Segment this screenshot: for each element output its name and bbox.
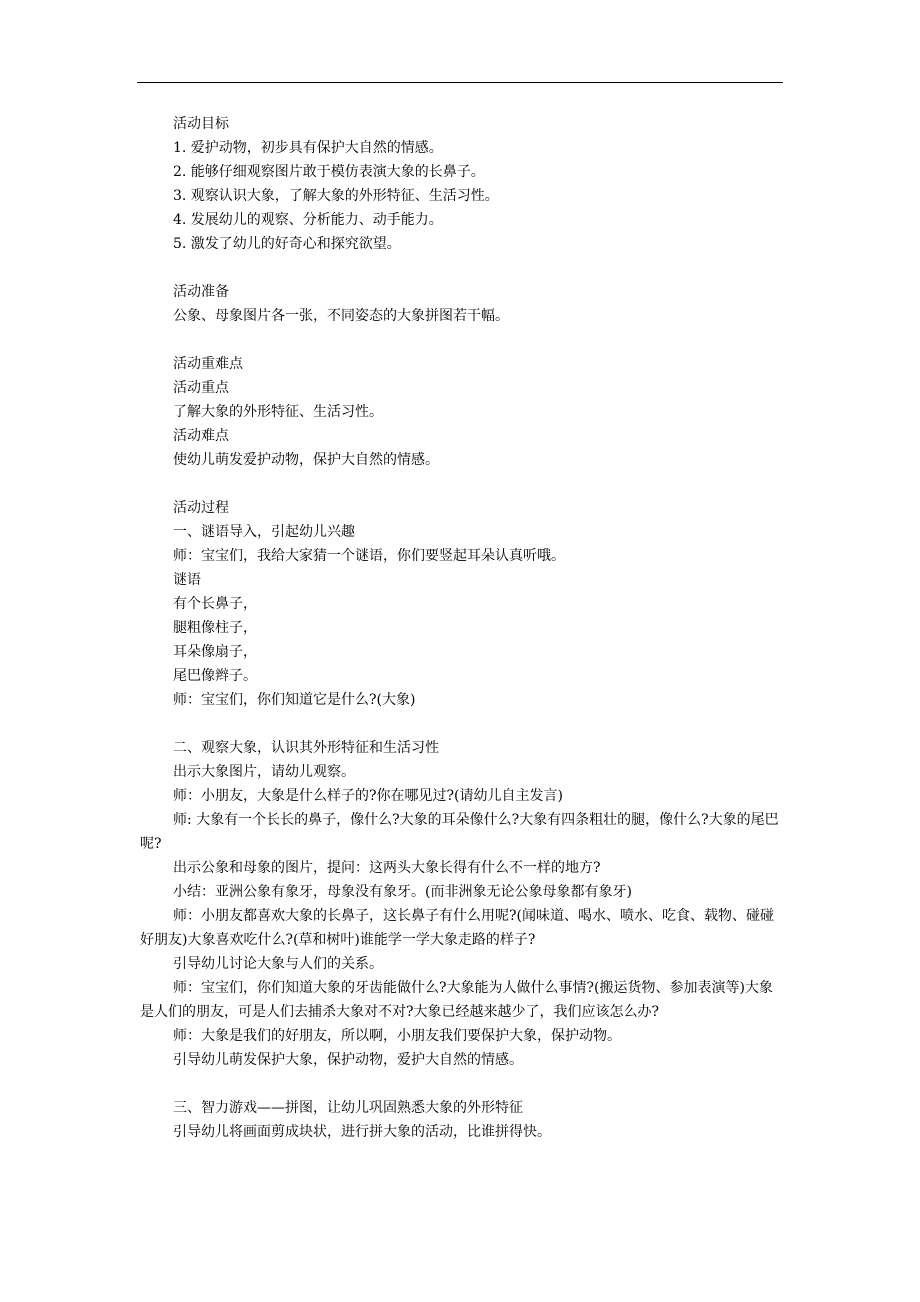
difficulty-text: 使幼儿萌发爱护动物，保护大自然的情感。 [173,452,439,468]
prep-text: 公象、母象图片各一张，不同姿态的大象拼图若干幅。 [173,308,509,324]
part2-line: 师：大象是我们的好朋友，所以啊，小朋友我们要保护大象，保护动物。 [173,1028,621,1044]
part2-line: 引导幼儿讨论大象与人们的关系。 [173,956,383,972]
part1-line: 有个长鼻子， [173,596,257,612]
document-body [140,112,790,1144]
part2-line: 引导幼儿萌发保护大象，保护动物，爱护大自然的情感。 [173,1052,523,1068]
goal-item: 2. 能够仔细观察图片敢于模仿表演大象的长鼻子。 [173,164,485,180]
prep-heading: 活动准备 [173,284,229,300]
part1-line: 腿粗像柱子， [173,620,257,636]
part1-line: 师：宝宝们，你们知道它是什么?(大象) [173,692,416,708]
part2-paragraph: 师: 大象有一个长长的鼻子，像什么?大象的耳朵像什么?大象有四条粗壮的腿，像什么?大象的尾巴呢? [140,812,779,852]
part2-paragraph: 师：宝宝们，你们知道大象的牙齿能做什么?大象能为人做什么事情?(搬运货物、参加表演等)大象是人们的朋友，可是人们去捕杀大象对不对?大象已经越来越少了，我们应该怎么办? [140,980,773,1020]
goal-item: 4. 发展幼儿的观察、分析能力、动手能力。 [173,212,443,228]
part1-title: 一、谜语导入，引起幼儿兴趣 [173,524,355,540]
part3-title: 三、智力游戏——拼图，让幼儿巩固熟悉大象的外形特征 [173,1100,523,1116]
part3-line: 引导幼儿将画面剪成块状，进行拼大象的活动，比谁拼得快。 [173,1124,551,1140]
part2-line: 出示公象和母象的图片，提问：这两头大象长得有什么不一样的地方? [173,860,601,876]
goal-item: 1. 爱护动物，初步具有保护大自然的情感。 [173,140,443,156]
part2-title: 二、观察大象，认识其外形特征和生活习性 [173,740,439,756]
part2-line: 师：小朋友，大象是什么样子的?你在哪见过?(请幼儿自主发言) [173,788,563,804]
focus-text: 了解大象的外形特征、生活习性。 [173,404,383,420]
part1-line: 师：宝宝们，我给大家猜一个谜语，你们要竖起耳朵认真听哦。 [173,548,565,564]
header-rule [137,82,783,83]
process-heading: 活动过程 [173,500,229,516]
key-heading: 活动重难点 [173,356,243,372]
difficulty-heading: 活动难点 [173,428,229,444]
part2-paragraph: 师：小朋友都喜欢大象的长鼻子，这长鼻子有什么用呢?(闻味道、喝水、喷水、吃食、载物、碰碰好朋友)大象喜欢吃什么?(草和树叶)谁能学一学大象走路的样子? [140,908,774,948]
part1-line: 尾巴像辫子。 [173,668,257,684]
focus-heading: 活动重点 [173,380,229,396]
goals-heading: 活动目标 [173,116,229,132]
part2-line: 出示大象图片，请幼儿观察。 [173,764,355,780]
part2-line: 小结：亚洲公象有象牙，母象没有象牙。(而非洲象无论公象母象都有象牙) [173,884,632,900]
part1-line: 耳朵像扇子， [173,644,257,660]
part1-line: 谜语 [173,572,201,588]
goal-item: 3. 观察认识大象，了解大象的外形特征、生活习性。 [173,188,499,204]
goal-item: 5. 激发了幼儿的好奇心和探究欲望。 [173,236,401,252]
